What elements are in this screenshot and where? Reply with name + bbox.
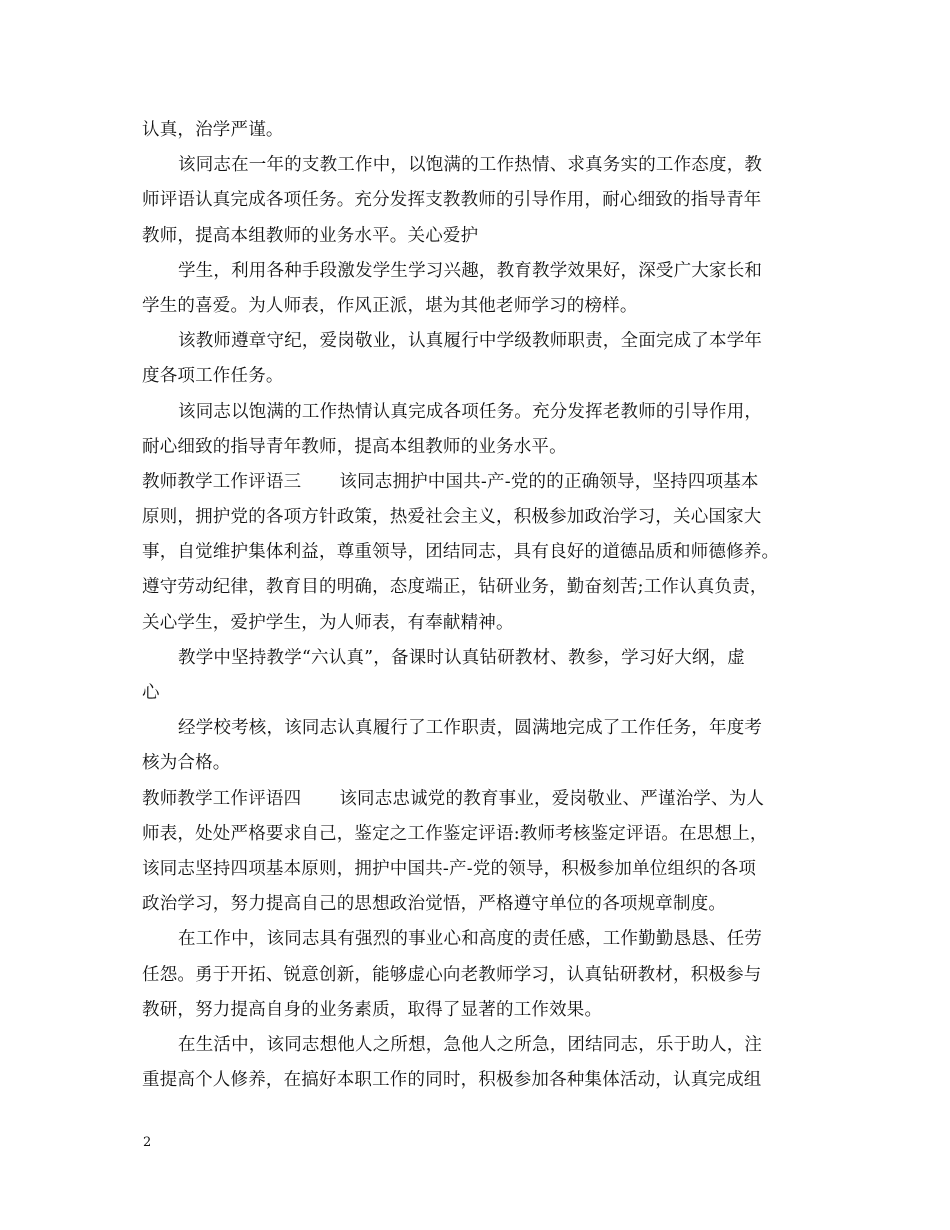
text-line: 师表，处处严格要求自己，鉴定之工作鉴定评语:教师考核鉴定评语。在思想上， <box>142 823 768 844</box>
section-heading-line <box>142 465 812 500</box>
text-line: 事，自觉维护集体利益，尊重领导，团结同志，具有良好的道德品质和师德修养。 <box>142 542 780 563</box>
section-text: 该同志拥护中国共-产-党的的正确领导，坚持四项基本 <box>339 471 759 492</box>
section-heading: 教师教学工作评语四 <box>142 788 302 809</box>
text-line: 学生，利用各种手段激发学生学习兴趣，教育教学效果好，深受广大家长和 <box>178 260 763 281</box>
text-line: 师评语认真完成各项任务。充分发挥支教教师的引导作用，耐心细致的指导青年 <box>142 190 762 211</box>
text-line: 该同志坚持四项基本原则，拥护中国共-产-党的领导，积极参加单位组织的各项 <box>142 858 757 879</box>
text-line: 心 <box>142 683 160 703</box>
text-line: 教研，努力提高自身的业务素质，取得了显著的工作效果。 <box>142 999 603 1020</box>
text-line: 在生活中，该同志想他人之所想，急他人之所急，团结同志，乐于助人，注 <box>178 1034 763 1055</box>
document-body <box>142 113 812 1098</box>
text-line: 教师，提高本组教师的业务水平。关心爱护 <box>142 225 479 246</box>
text-line: 该同志以饱满的工作热情认真完成各项任务。充分发挥老教师的引导作用， <box>178 401 763 422</box>
text-line: 教学中坚持教学“六认真”，备课时认真钻研教材、教参，学习好大纲，虚 <box>178 647 745 668</box>
text-line: 学生的喜爱。为人师表，作风正派，堪为其他老师学习的榜样。 <box>142 295 638 316</box>
text-line: 关心学生，爱护学生，为人师表，有奉献精神。 <box>142 612 514 633</box>
text-line: 度各项工作任务。 <box>142 366 284 387</box>
text-line: 认真，治学严谨。 <box>142 120 284 140</box>
text-line: 耐心细致的指导青年教师，提高本组教师的业务水平。 <box>142 436 567 457</box>
section-heading-line <box>142 782 812 817</box>
text-line: 重提高个人修养，在搞好本职工作的同时，积极参加各种集体活动，认真完成组 <box>142 1070 762 1091</box>
text-line: 该教师遵章守纪，爱岗敬业，认真履行中学级教师职责，全面完成了本学年 <box>178 331 763 352</box>
text-line: 在工作中，该同志具有强烈的事业心和高度的责任感，工作勤勤恳恳、任劳 <box>178 929 763 950</box>
text-line: 遵守劳动纪律，教育目的明确，态度端正，钻研业务，勤奋刻苦;工作认真负责， <box>142 577 768 598</box>
section-text: 该同志忠诚党的教育事业，爱岗敬业、严谨治学、为人 <box>339 788 765 809</box>
text-line: 政治学习，努力提高自己的思想政治觉悟，严格遵守单位的各项规章制度。 <box>142 894 727 915</box>
section-heading: 教师教学工作评语三 <box>142 471 302 492</box>
text-line: 核为合格。 <box>142 753 231 774</box>
page-number: 2 <box>143 1135 152 1150</box>
text-line: 原则，拥护党的各项方针政策，热爱社会主义，积极参加政治学习，关心国家大 <box>142 507 762 528</box>
text-line: 该同志在一年的支教工作中，以饱满的工作热情、求真务实的工作态度，教 <box>178 155 763 176</box>
text-line: 任怨。勇于开拓、锐意创新，能够虚心向老教师学习，认真钻研教材，积极参与 <box>142 964 762 985</box>
text-line: 经学校考核，该同志认真履行了工作职责，圆满地完成了工作任务，年度考 <box>178 718 763 739</box>
